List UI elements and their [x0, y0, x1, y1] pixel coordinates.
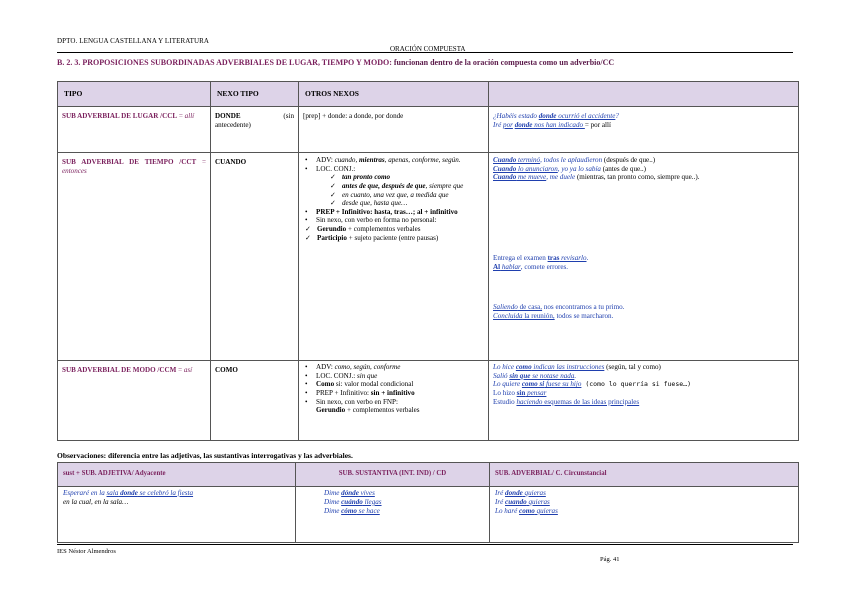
otros-modo	[299, 361, 489, 441]
gerundio-rest: + complementos verbales	[346, 225, 421, 234]
list-item	[312, 208, 484, 217]
example-line	[324, 507, 484, 516]
como-rest: si: valor modal condicional	[334, 380, 414, 389]
ex-tail: nos encontramos a tu primo.	[542, 303, 625, 312]
loc-bold: antes de que, después de que	[342, 181, 426, 190]
ex-clause: revisarlo	[559, 253, 587, 262]
ex-clause: quieras	[526, 497, 550, 506]
table-row-tiempo	[58, 153, 799, 361]
ex-text: Entrega el examen	[493, 253, 548, 262]
participio-rest: + sujeto paciente (entre pausas)	[346, 233, 439, 242]
list-item	[312, 165, 484, 208]
ex-clause: hablar	[500, 262, 521, 271]
example-line	[495, 489, 793, 498]
ex-nexo: sin que	[509, 371, 531, 380]
participio-label: Participio	[317, 233, 347, 242]
obs-header-sustantiva: SUB. SUSTANTIVA (INT. IND) / CD	[296, 463, 490, 487]
nexo-note-a: (sin	[283, 112, 294, 120]
ex-clause: la reunión,	[522, 311, 555, 320]
tipo-modo	[58, 361, 211, 441]
header-nexo-tipo: NEXO TIPO	[211, 82, 299, 107]
list-item	[312, 372, 484, 381]
list-item	[312, 363, 484, 372]
adv-bold: mientras	[359, 156, 385, 164]
ex-nexo: sin	[516, 389, 526, 398]
table-row-lugar	[58, 107, 799, 153]
prep-infinitive: PREP + Infinitivo: hasta, tras…; al + infinitivo	[316, 207, 458, 216]
tipo-label: SUB ADVERBIAL DE MODO /CCM	[62, 366, 177, 374]
footer-school: IES Néstor Almendros	[57, 548, 116, 555]
header-otros-nexos: OTROS NEXOS	[299, 82, 489, 107]
example-line	[493, 389, 794, 398]
page-title	[57, 58, 614, 67]
ex-nexo: cómo	[341, 506, 357, 515]
nexo-modo	[211, 361, 299, 441]
otros-list	[303, 363, 484, 415]
section-header: ORACIÓN COMPUESTA	[390, 45, 466, 53]
ex-nexo: donde	[538, 112, 557, 120]
tipo-value: así	[183, 366, 193, 374]
ex-clause: ocurrió el accidente	[556, 112, 616, 120]
ex-text: Dime	[324, 489, 342, 497]
ex-nexo: cuando	[505, 497, 527, 506]
example-line	[493, 112, 794, 121]
note-text: en la cual, en la sala…	[63, 497, 129, 506]
ex-text: Lo hizo	[493, 389, 517, 398]
adv-label: ADV:	[316, 156, 335, 164]
fnp-list	[303, 225, 484, 242]
ex-nexo: Cuando	[493, 173, 517, 182]
ex-nexo: donde	[118, 489, 138, 497]
ex-text: Dime	[324, 497, 342, 506]
ex-clause: fuese su hijo	[544, 380, 582, 389]
list-item	[330, 182, 484, 191]
ex-nexo: Al	[493, 262, 501, 271]
ex-tail: todos se marcharon.	[554, 311, 614, 320]
nexo-word: COMO	[215, 366, 238, 374]
gerundio-label: Gerundio	[317, 225, 347, 234]
ex-clause: llegas	[362, 497, 382, 506]
ex-participle: Concluida	[493, 311, 523, 320]
loc-label: LOC. CONJ.:	[316, 371, 357, 380]
nexo-lugar	[211, 107, 299, 153]
ex-tail: esquemas de las ideas principales	[542, 397, 640, 406]
tipo-eq: =	[196, 158, 206, 166]
ex-clause: se notase nada	[530, 371, 575, 380]
observations-table	[57, 462, 799, 543]
header-tipo: TIPO	[58, 82, 211, 107]
loc-items: sin que	[357, 371, 378, 380]
ex-nexo: como	[519, 506, 535, 515]
example-line	[493, 254, 794, 263]
example-line	[493, 398, 794, 407]
example-line	[493, 121, 794, 130]
ex-clause: indican las instrucciones	[531, 363, 605, 371]
ex-text: ¿Habéis estado	[493, 112, 539, 120]
otros-list	[303, 156, 484, 225]
nexo-note-b: antecedente)	[215, 120, 251, 129]
example-line	[495, 498, 793, 507]
list-item	[330, 191, 484, 200]
example-line	[324, 498, 484, 507]
examples-modo	[489, 361, 799, 441]
spacer	[493, 271, 794, 303]
ex-main: , yo ya lo sabía	[557, 164, 601, 173]
obs-sustantiva	[296, 487, 490, 543]
example-line	[493, 312, 794, 321]
sin-nexo: Sin nexo, con verbo en FNP:	[316, 397, 398, 406]
example-line	[493, 363, 794, 372]
obs-header-adverbial: SUB. ADVERBIAL/ C. Circunstancial	[490, 463, 799, 487]
ex-tail: .	[574, 371, 577, 380]
tipo-tiempo	[58, 153, 211, 361]
ex-clause: me mueve	[516, 173, 547, 182]
list-item	[305, 234, 484, 243]
list-item	[312, 216, 484, 225]
example-line	[493, 380, 794, 389]
examples-tiempo	[489, 153, 799, 361]
tipo-value: allí	[184, 112, 195, 120]
ex-nexo: como	[515, 363, 532, 371]
ex-main: , me duele	[546, 173, 576, 182]
ex-clause: lo anunciaron	[516, 164, 558, 173]
gerundio-rest: + complementos verbales	[345, 406, 420, 415]
ex-nexo: como si	[521, 380, 545, 389]
department-header: DPTO. LENGUA CASTELLANA Y LITERATURA	[57, 37, 210, 45]
ex-clause: pensar	[525, 389, 547, 398]
prep-label: PREP + Infinitivo:	[316, 388, 371, 397]
ex-clause: nos han indicado	[532, 120, 585, 129]
example-line	[493, 173, 794, 182]
loc-label: LOC. CONJ.:	[316, 164, 356, 173]
ex-nexo: donde	[514, 120, 533, 129]
ex-nexo: Cuando	[493, 164, 517, 173]
example-line	[324, 489, 484, 498]
list-item	[312, 380, 484, 389]
ex-text: Esperaré en la	[63, 489, 107, 497]
adv-rest: , apenas, conforme, según.	[384, 156, 461, 164]
page-number: Pág. 41	[600, 556, 620, 563]
ex-nexo: donde	[505, 489, 523, 497]
ex-gerund: Saliendo	[493, 303, 518, 312]
obs-adjetiva	[58, 487, 296, 543]
obs-header-adjetiva: sust + SUB. ADJETIVA/ Adyacente	[58, 463, 296, 487]
example-line	[63, 489, 290, 498]
examples-lugar	[489, 107, 799, 153]
loc-italic: en cuanto, una vez que, a medida que	[342, 190, 449, 199]
tipo-lugar	[58, 107, 211, 153]
list-item	[330, 199, 484, 208]
example-line	[493, 372, 794, 381]
example-line	[493, 165, 794, 174]
ex-text: Dime	[324, 506, 342, 515]
loc-sublist	[316, 173, 484, 208]
otros-tiempo	[299, 153, 489, 361]
ex-note: (según, tal y como)	[604, 363, 661, 371]
table-row-modo	[58, 361, 799, 441]
ex-clause: se hace	[356, 506, 380, 515]
ex-prep: por	[503, 120, 513, 129]
obs-adverbial	[490, 487, 799, 543]
ex-text: Lo haré	[495, 506, 520, 515]
ex-text: Lo hice	[493, 363, 516, 371]
table-header-row	[58, 82, 799, 107]
sin-nexo: Sin nexo, con verbo en forma no personal:	[316, 216, 437, 225]
ex-nexo: tras	[547, 253, 560, 262]
adv-items: como, según, conforme	[334, 363, 401, 371]
ex-text: Iré	[495, 497, 506, 506]
ex-note: (después de que..)	[602, 156, 656, 164]
ex-note: (como lo querría si fuese…)	[581, 380, 691, 389]
loc-italic: desde que, hasta que…	[342, 199, 408, 208]
ex-text: Estudio	[493, 397, 517, 406]
example-line	[493, 303, 794, 312]
ex-text: Iré	[495, 489, 506, 497]
header-divider	[57, 52, 793, 53]
ex-main: , todos le aplaudieron	[540, 156, 603, 164]
ex-tail: , comete errores.	[520, 262, 569, 271]
otros-lugar: [prep] + donde: a donde, por donde	[299, 107, 489, 153]
example-line	[495, 507, 793, 516]
tipo-eq: =	[176, 366, 184, 374]
list-item	[312, 389, 484, 398]
gerundio-label: Gerundio	[316, 406, 346, 415]
tipo-value: entonces	[62, 166, 87, 175]
nexo-word: CUANDO	[215, 158, 247, 166]
ex-note: (mientras, tan pronto como, siempre que..).	[575, 173, 700, 182]
example-note	[63, 498, 290, 507]
ex-antecedent: sala	[106, 489, 119, 497]
ex-clause: vives	[358, 489, 375, 497]
title-prefix: B. 2. 3. PROPOSICIONES SUBORDINADAS ADVERBIALES DE LUGAR, TIEMPO Y MODO:	[57, 58, 394, 67]
ex-nexo: dónde	[341, 489, 359, 497]
spacer	[493, 182, 794, 254]
ex-nexo: Cuando	[493, 156, 517, 164]
obs-row	[58, 487, 799, 543]
nexo-word: DONDE	[215, 112, 241, 120]
list-item	[330, 173, 484, 182]
loc-bold: tan pronto como	[342, 173, 391, 182]
ex-clause: se celebró la fiesta	[137, 489, 194, 497]
adv-label: ADV:	[316, 363, 335, 371]
adverbial-table	[57, 81, 799, 441]
ex-text: Lo quiere	[493, 380, 522, 389]
list-item	[312, 156, 484, 165]
ex-text: Salió	[493, 371, 510, 380]
ex-clause: quieras	[522, 489, 546, 497]
tipo-eq: =	[177, 112, 185, 120]
obs-header-row	[58, 463, 799, 487]
ex-note: (antes de que..)	[600, 164, 647, 173]
ex-nexo: cuándo	[341, 497, 363, 506]
ex-clause: terminó	[516, 156, 541, 164]
ex-tail: = por allí	[584, 120, 611, 129]
prep-bold: sin + infinitivo	[370, 388, 415, 397]
header-examples	[489, 82, 799, 107]
como-label: Como	[316, 380, 335, 389]
list-item	[305, 225, 484, 234]
ex-tail: ?	[615, 112, 619, 120]
adv-items: cuando,	[334, 156, 360, 164]
ex-clause: quieras	[534, 506, 558, 515]
ex-text: Iré	[493, 120, 504, 129]
tipo-label: SUB ADVERBIAL DE TIEMPO /CCT	[62, 158, 197, 166]
title-rest: funcionan dentro de la oración compuesta como un adverbio/CC	[393, 58, 615, 67]
ex-gerund: haciendo	[516, 397, 543, 406]
ex-clause: de casa,	[517, 303, 543, 312]
ex-tail: .	[586, 253, 589, 262]
example-line	[493, 263, 794, 272]
nexo-tiempo	[211, 153, 299, 361]
observations-heading: Observaciones: diferencia entre las adjetivas, las sustantivas interrogativas y las adverbiales.	[57, 451, 353, 460]
list-item	[312, 398, 484, 415]
tipo-label: SUB ADVERBIAL DE LUGAR /CCL	[62, 112, 178, 120]
loc-italic: , siempre que	[425, 181, 464, 190]
footer-divider	[57, 544, 793, 545]
example-line	[493, 156, 794, 165]
